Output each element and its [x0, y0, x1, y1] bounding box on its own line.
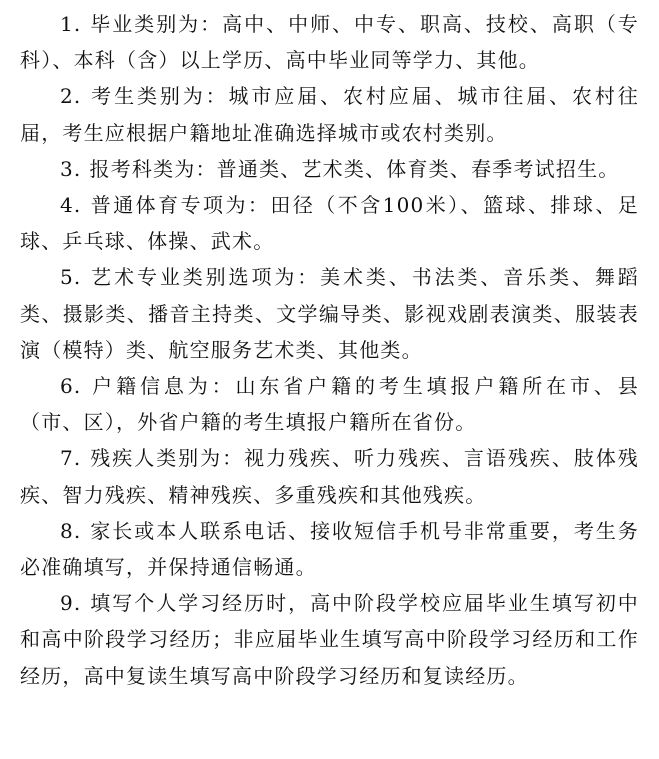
item-number: 8. — [60, 518, 82, 543]
list-item-2 — [20, 78, 639, 150]
item-number: 1. — [60, 12, 82, 36]
item-number: 2. — [60, 84, 82, 109]
item-number: 3. — [60, 156, 82, 181]
item-number: 9. — [60, 591, 82, 616]
list-item-5 — [20, 259, 639, 368]
item-number: 6. — [60, 374, 82, 399]
item-text: 填写个人学习经历时，高中阶段学校应届毕业生填写初中和高中阶段学习经历；非应届毕业生填写高中阶段学习经历和工作经历，高中复读生填写高中阶段学习经历和复读经历。 — [20, 591, 639, 688]
item-text: 家长或本人联系电话、接收短信手机号非常重要，考生务必准确填写，并保持通信畅通。 — [20, 518, 639, 580]
item-text: 普通体育专项为：田径（不含100米）、篮球、排球、足球、乒乓球、体操、武术。 — [20, 193, 639, 254]
item-number: 5. — [60, 265, 82, 290]
list-item-4 — [20, 187, 639, 259]
item-text: 考生类别为：城市应届、农村应届、城市往届、农村往届，考生应根据户籍地址准确选择城市或农村类别。 — [20, 84, 639, 145]
item-number: 7. — [60, 446, 82, 471]
list-item-3 — [20, 151, 639, 187]
item-text: 残疾人类别为：视力残疾、听力残疾、言语残疾、肢体残疾、智力残疾、精神残疾、多重残疾和其他残疾。 — [20, 446, 639, 507]
list-item-6 — [20, 368, 639, 440]
list-item-1 — [20, 6, 639, 78]
item-text: 户籍信息为：山东省户籍的考生填报户籍所在市、县（市、区），外省户籍的考生填报户籍所在省份。 — [20, 374, 639, 435]
item-text: 毕业类别为：高中、中师、中专、职高、技校、高职（专科）、本科（含）以上学历、高中毕业同等学力、其他。 — [20, 12, 639, 73]
list-item-7 — [20, 440, 639, 512]
item-text: 报考科类为：普通类、艺术类、体育类、春季考试招生。 — [89, 156, 620, 181]
item-text: 艺术专业类别选项为：美术类、书法类、音乐类、舞蹈类、摄影类、播音主持类、文学编导类、影视戏剧表演类、服装表演（模特）类、航空服务艺术类、其他类。 — [20, 265, 639, 362]
item-number: 4. — [60, 193, 82, 218]
list-item-8 — [20, 513, 639, 585]
list-item-9 — [20, 585, 639, 694]
